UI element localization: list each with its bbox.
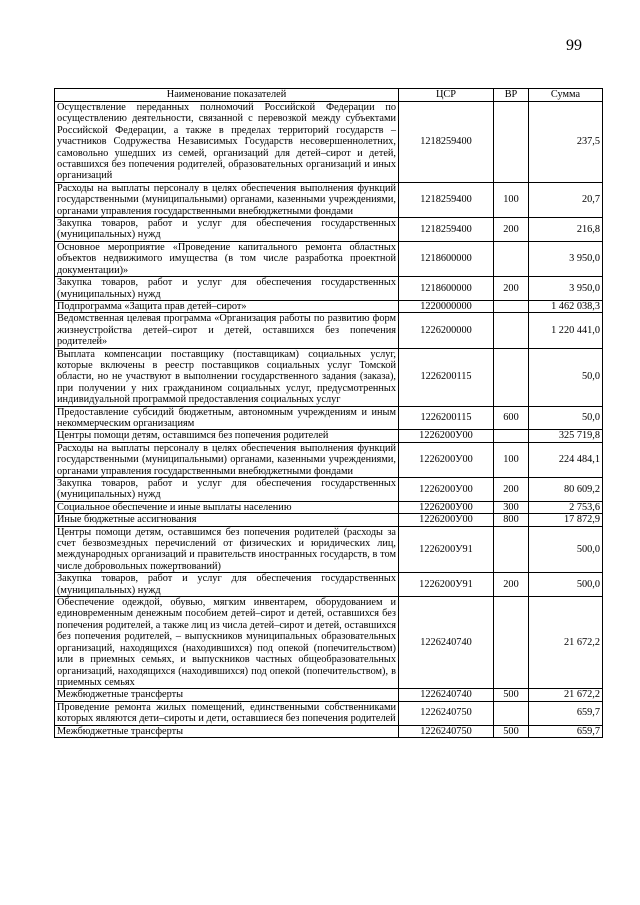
cell-sum: 2 753,6 xyxy=(529,501,603,513)
budget-table xyxy=(54,88,603,738)
cell-name: Осуществление переданных полномочий Российской Федерации по осуществлению деятельности, связанной с перевозкой между субъектами Российской Федерации, а также в пределах территорий государств – участников Содружества Независимых Государств несовершеннолетних, самовольно ушедших из семей, организаций для детей–сирот и детей, оставшихся без попечения родителей, образовательных организаций и иных организаций xyxy=(55,102,399,183)
table-row xyxy=(55,313,603,348)
cell-vr: 200 xyxy=(494,573,529,597)
cell-name: Центры помощи детям, оставшимся без попечения родителей xyxy=(55,430,399,442)
cell-csr: 1226240740 xyxy=(399,597,494,689)
cell-csr: 1226200У91 xyxy=(399,526,494,573)
table-row xyxy=(55,478,603,502)
cell-vr: 100 xyxy=(494,442,529,477)
cell-csr: 1226200115 xyxy=(399,406,494,430)
cell-name: Расходы на выплаты персоналу в целях обеспечения выполнения функций государственными (муниципальными) органами, казенными учреждениями, органами управления государственными внебюджетными фондами xyxy=(55,442,399,477)
cell-vr xyxy=(494,701,529,725)
cell-sum: 21 672,2 xyxy=(529,689,603,701)
cell-name: Закупка товаров, работ и услуг для обеспечения государственных (муниципальных) нужд xyxy=(55,277,399,301)
cell-csr: 1226200115 xyxy=(399,348,494,406)
cell-name: Выплата компенсации поставщику (поставщикам) социальных услуг, которые включены в реестр поставщиков социальных услуг Томской области, но не участвуют в выполнении государственного задания (заказа), при получении у них гражданином социальных услуг, предусмотренных индивидуальной программой предоставления социальных услуг xyxy=(55,348,399,406)
table-row xyxy=(55,241,603,276)
cell-csr: 1220000000 xyxy=(399,300,494,312)
cell-sum: 500,0 xyxy=(529,526,603,573)
cell-sum: 216,8 xyxy=(529,218,603,242)
table-row xyxy=(55,573,603,597)
cell-name: Закупка товаров, работ и услуг для обеспечения государственных (муниципальных) нужд xyxy=(55,573,399,597)
cell-sum: 50,0 xyxy=(529,406,603,430)
cell-vr: 600 xyxy=(494,406,529,430)
header-csr: ЦСР xyxy=(399,89,494,102)
cell-vr: 200 xyxy=(494,478,529,502)
cell-csr: 1218600000 xyxy=(399,241,494,276)
cell-name: Закупка товаров, работ и услуг для обеспечения государственных (муниципальных) нужд xyxy=(55,478,399,502)
cell-vr: 200 xyxy=(494,218,529,242)
table-row xyxy=(55,182,603,217)
cell-sum: 17 872,9 xyxy=(529,514,603,526)
cell-name: Иные бюджетные ассигнования xyxy=(55,514,399,526)
cell-csr: 1226240750 xyxy=(399,701,494,725)
cell-vr: 300 xyxy=(494,501,529,513)
cell-name: Закупка товаров, работ и услуг для обеспечения государственных (муниципальных) нужд xyxy=(55,218,399,242)
cell-sum: 20,7 xyxy=(529,182,603,217)
page-number: 99 xyxy=(566,37,582,54)
cell-csr: 1218259400 xyxy=(399,218,494,242)
cell-vr: 500 xyxy=(494,689,529,701)
cell-csr: 1218259400 xyxy=(399,102,494,183)
header-vr: ВР xyxy=(494,89,529,102)
cell-name: Центры помощи детям, оставшимся без попечения родителей (расходы за счет безвозмездных перечислений от физических и юридических лиц, международных организаций и правительств иностранных государств, в том числе добровольных пожертвований) xyxy=(55,526,399,573)
cell-vr: 100 xyxy=(494,182,529,217)
cell-csr: 1226200У91 xyxy=(399,573,494,597)
cell-sum: 237,5 xyxy=(529,102,603,183)
table-row xyxy=(55,597,603,689)
table-row xyxy=(55,102,603,183)
cell-csr: 1226200У00 xyxy=(399,442,494,477)
table-row xyxy=(55,501,603,513)
cell-vr xyxy=(494,300,529,312)
table-row xyxy=(55,430,603,442)
cell-name: Социальное обеспечение и иные выплаты населению xyxy=(55,501,399,513)
table-row xyxy=(55,442,603,477)
cell-csr: 1226200000 xyxy=(399,313,494,348)
cell-sum: 659,7 xyxy=(529,701,603,725)
table-row xyxy=(55,300,603,312)
cell-vr xyxy=(494,241,529,276)
table-row xyxy=(55,701,603,725)
table-header-row xyxy=(55,89,603,102)
cell-csr: 1226200У00 xyxy=(399,501,494,513)
cell-vr xyxy=(494,430,529,442)
cell-sum: 21 672,2 xyxy=(529,597,603,689)
cell-csr: 1226240750 xyxy=(399,725,494,737)
cell-sum: 3 950,0 xyxy=(529,277,603,301)
cell-name: Ведомственная целевая программа «Организация работы по развитию форм жизнеустройства детей–сирот и детей, оставшихся без попечения родителей» xyxy=(55,313,399,348)
table-row xyxy=(55,514,603,526)
cell-csr: 1218600000 xyxy=(399,277,494,301)
cell-name: Расходы на выплаты персоналу в целях обеспечения выполнения функций государственными (муниципальными) органами, казенными учреждениями, органами управления государственными внебюджетными фондами xyxy=(55,182,399,217)
cell-sum: 224 484,1 xyxy=(529,442,603,477)
table-row xyxy=(55,277,603,301)
cell-vr: 200 xyxy=(494,277,529,301)
cell-name: Межбюджетные трансферты xyxy=(55,689,399,701)
cell-sum: 500,0 xyxy=(529,573,603,597)
table-body xyxy=(55,102,603,738)
cell-name: Обеспечение одеждой, обувью, мягким инвентарем, оборудованием и единовременным денежным пособием детей–сирот и детей, оставшихся без попечения родителей, а также лиц из числа детей–сирот и детей, оставшихся без попечения родителей, – выпускников муниципальных образовательных организаций, находящихся (находившихся) под опекой (попечительством) или в приемных семьях, и выпускников частных общеобразовательных организаций, находящихся (находившихся) под опекой (попечительством), в приемных семьях xyxy=(55,597,399,689)
cell-vr: 500 xyxy=(494,725,529,737)
cell-vr xyxy=(494,348,529,406)
cell-name: Проведение ремонта жилых помещений, единственными собственниками которых являются дети–сироты и дети, оставшиеся без попечения родителей xyxy=(55,701,399,725)
cell-csr: 1218259400 xyxy=(399,182,494,217)
cell-vr xyxy=(494,102,529,183)
header-name: Наименование показателей xyxy=(55,89,399,102)
cell-csr: 1226240740 xyxy=(399,689,494,701)
table-row xyxy=(55,689,603,701)
table-row xyxy=(55,526,603,573)
table-row xyxy=(55,348,603,406)
table-row xyxy=(55,406,603,430)
header-sum: Сумма xyxy=(529,89,603,102)
cell-name: Основное мероприятие «Проведение капитального ремонта областных объектов недвижимого имущества (в том числе разработка проектной документации)» xyxy=(55,241,399,276)
cell-vr xyxy=(494,597,529,689)
cell-sum: 1 462 038,3 xyxy=(529,300,603,312)
cell-vr xyxy=(494,313,529,348)
cell-csr: 1226200У00 xyxy=(399,478,494,502)
cell-csr: 1226200У00 xyxy=(399,514,494,526)
cell-csr: 1226200У00 xyxy=(399,430,494,442)
cell-sum: 80 609,2 xyxy=(529,478,603,502)
cell-sum: 659,7 xyxy=(529,725,603,737)
cell-name: Подпрограмма «Защита прав детей–сирот» xyxy=(55,300,399,312)
table-row xyxy=(55,725,603,737)
cell-name: Межбюджетные трансферты xyxy=(55,725,399,737)
cell-vr xyxy=(494,526,529,573)
table-row xyxy=(55,218,603,242)
cell-sum: 3 950,0 xyxy=(529,241,603,276)
cell-sum: 50,0 xyxy=(529,348,603,406)
cell-name: Предоставление субсидий бюджетным, автономным учреждениям и иным некоммерческим организациям xyxy=(55,406,399,430)
cell-sum: 325 719,8 xyxy=(529,430,603,442)
cell-vr: 800 xyxy=(494,514,529,526)
cell-sum: 1 220 441,0 xyxy=(529,313,603,348)
